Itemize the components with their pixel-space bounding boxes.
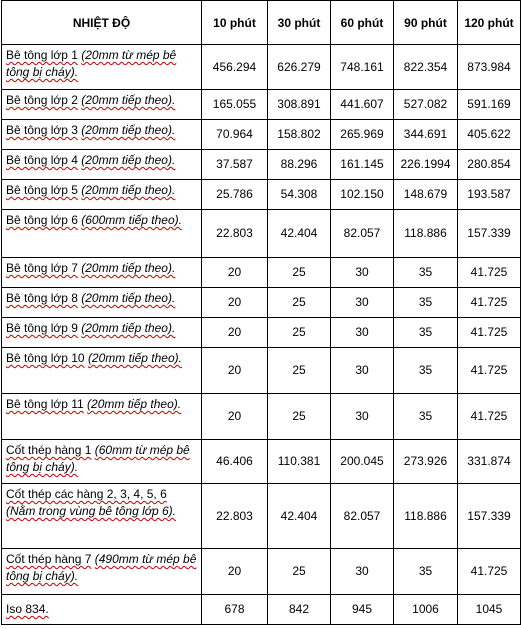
row-value: 20	[202, 549, 268, 595]
row-value: 41.725	[458, 288, 521, 318]
row-note: (20mm tiếp theo).	[81, 183, 176, 197]
row-value: 148.679	[394, 180, 458, 210]
table-row	[2, 150, 521, 180]
row-name: Bê tông lớp 8	[6, 291, 78, 305]
row-value: 1045	[458, 595, 521, 625]
row-label	[2, 549, 202, 595]
row-label	[2, 595, 202, 625]
row-value: 20	[202, 318, 268, 348]
row-label	[2, 180, 202, 210]
row-note: (490mm từ mép bê tông bị cháy).	[6, 552, 197, 583]
row-value: 110.381	[268, 440, 331, 484]
row-value: 25	[268, 549, 331, 595]
row-value: 70.964	[202, 120, 268, 150]
row-label	[2, 394, 202, 440]
table-row	[2, 120, 521, 150]
row-value: 456.294	[202, 45, 268, 90]
row-label	[2, 258, 202, 288]
row-value: 273.926	[394, 440, 458, 484]
row-value: 30	[331, 549, 394, 595]
row-value: 41.725	[458, 549, 521, 595]
row-value: 748.161	[331, 45, 394, 90]
row-value: 1006	[394, 595, 458, 625]
row-value: 591.169	[458, 90, 521, 120]
row-value: 678	[202, 595, 268, 625]
row-value: 25	[268, 288, 331, 318]
row-label	[2, 90, 202, 120]
row-note: (20mm tiếp theo).	[81, 321, 176, 335]
row-note: (20mm tiếp theo).	[87, 351, 182, 365]
row-value: 35	[394, 348, 458, 394]
row-note: (20mm tiếp theo).	[81, 123, 176, 137]
row-value: 82.057	[331, 484, 394, 549]
row-value: 200.045	[331, 440, 394, 484]
row-value: 30	[331, 288, 394, 318]
row-value: 842	[268, 595, 331, 625]
row-label	[2, 45, 202, 90]
row-value: 41.725	[458, 394, 521, 440]
row-value: 161.145	[331, 150, 394, 180]
row-value: 157.339	[458, 210, 521, 258]
row-note: (20mm tiếp theo).	[87, 397, 182, 411]
row-value: 20	[202, 288, 268, 318]
header-row	[2, 1, 521, 45]
row-value: 873.984	[458, 45, 521, 90]
row-value: 42.404	[268, 210, 331, 258]
table-row	[2, 549, 521, 595]
row-name: Bê tông lớp 4	[6, 153, 78, 167]
row-value: 88.296	[268, 150, 331, 180]
header-col-60: 60 phút	[331, 1, 394, 45]
row-name: Bê tông lớp 11	[6, 397, 84, 411]
table-row	[2, 440, 521, 484]
row-name: Cốt thép các hàng 2, 3, 4, 5, 6	[6, 487, 167, 501]
row-value: 25.786	[202, 180, 268, 210]
row-label	[2, 288, 202, 318]
row-value: 945	[331, 595, 394, 625]
row-value: 20	[202, 348, 268, 394]
row-value: 158.802	[268, 120, 331, 150]
row-value: 20	[202, 258, 268, 288]
row-value: 42.404	[268, 484, 331, 549]
table-row	[2, 348, 521, 394]
row-value: 157.339	[458, 484, 521, 549]
row-value: 35	[394, 288, 458, 318]
row-note: (20mm tiếp theo).	[81, 261, 176, 275]
header-col-120: 120 phút	[458, 1, 521, 45]
row-label	[2, 440, 202, 484]
row-value: 22.803	[202, 484, 268, 549]
row-value: 37.587	[202, 150, 268, 180]
row-value: 344.691	[394, 120, 458, 150]
row-value: 30	[331, 394, 394, 440]
row-value: 626.279	[268, 45, 331, 90]
row-value: 54.308	[268, 180, 331, 210]
row-value: 102.150	[331, 180, 394, 210]
row-name: Bê tông lớp 10	[6, 351, 85, 365]
table-row	[2, 90, 521, 120]
row-value: 25	[268, 348, 331, 394]
table-row	[2, 394, 521, 440]
row-name: Bê tông lớp 3	[6, 123, 78, 137]
row-value: 822.354	[394, 45, 458, 90]
row-value: 30	[331, 318, 394, 348]
row-label	[2, 348, 202, 394]
row-note: (Nằm trong vùng bê tông lớp 6).	[6, 504, 177, 518]
row-value: 118.886	[394, 210, 458, 258]
row-note: (20mm tiếp theo).	[81, 153, 176, 167]
row-value: 35	[394, 394, 458, 440]
table-row	[2, 258, 521, 288]
row-label	[2, 210, 202, 258]
table-row	[2, 210, 521, 258]
table-row	[2, 318, 521, 348]
row-name: Cốt thép hàng 1	[6, 443, 92, 457]
table-row	[2, 180, 521, 210]
row-value: 30	[331, 348, 394, 394]
row-value: 308.891	[268, 90, 331, 120]
row-value: 20	[202, 394, 268, 440]
row-value: 41.725	[458, 348, 521, 394]
row-value: 118.886	[394, 484, 458, 549]
row-name: Iso 834.	[6, 602, 49, 616]
row-value: 331.874	[458, 440, 521, 484]
row-value: 35	[394, 258, 458, 288]
row-value: 25	[268, 394, 331, 440]
row-value: 46.406	[202, 440, 268, 484]
table-row	[2, 595, 521, 625]
row-value: 25	[268, 258, 331, 288]
row-note: (600mm tiếp theo).	[81, 213, 182, 227]
row-value: 35	[394, 549, 458, 595]
row-value: 22.803	[202, 210, 268, 258]
row-value: 25	[268, 318, 331, 348]
table-row	[2, 484, 521, 549]
row-note: (20mm tiếp theo).	[81, 291, 176, 305]
row-value: 41.725	[458, 258, 521, 288]
row-name: Bê tông lớp 7	[6, 261, 78, 275]
row-label	[2, 120, 202, 150]
row-label	[2, 484, 202, 549]
header-col-30: 30 phút	[268, 1, 331, 45]
row-name: Bê tông lớp 1	[6, 48, 78, 62]
row-note: (20mm từ mép bê tông bị cháy).	[6, 48, 177, 79]
row-value: 82.057	[331, 210, 394, 258]
row-label	[2, 318, 202, 348]
row-name: Bê tông lớp 9	[6, 321, 78, 335]
row-value: 527.082	[394, 90, 458, 120]
row-value: 165.055	[202, 90, 268, 120]
header-col-90: 90 phút	[394, 1, 458, 45]
row-label	[2, 150, 202, 180]
header-label: NHIỆT ĐỘ	[2, 1, 202, 45]
row-value: 265.969	[331, 120, 394, 150]
row-value: 193.587	[458, 180, 521, 210]
temperature-table	[1, 0, 521, 625]
row-value: 441.607	[331, 90, 394, 120]
row-value: 226.1994	[394, 150, 458, 180]
table-row	[2, 45, 521, 90]
row-name: Cốt thép hàng 7	[6, 552, 92, 566]
row-name: Bê tông lớp 2	[6, 93, 78, 107]
header-col-10: 10 phút	[202, 1, 268, 45]
row-name: Bê tông lớp 5	[6, 183, 78, 197]
row-value: 35	[394, 318, 458, 348]
row-note: (60mm từ mép bê tông bị cháy).	[6, 443, 190, 474]
row-name: Bê tông lớp 6	[6, 213, 78, 227]
row-value: 280.854	[458, 150, 521, 180]
table-row	[2, 288, 521, 318]
row-value: 405.622	[458, 120, 521, 150]
row-note: (20mm tiếp theo).	[81, 93, 176, 107]
row-value: 30	[331, 258, 394, 288]
row-value: 41.725	[458, 318, 521, 348]
